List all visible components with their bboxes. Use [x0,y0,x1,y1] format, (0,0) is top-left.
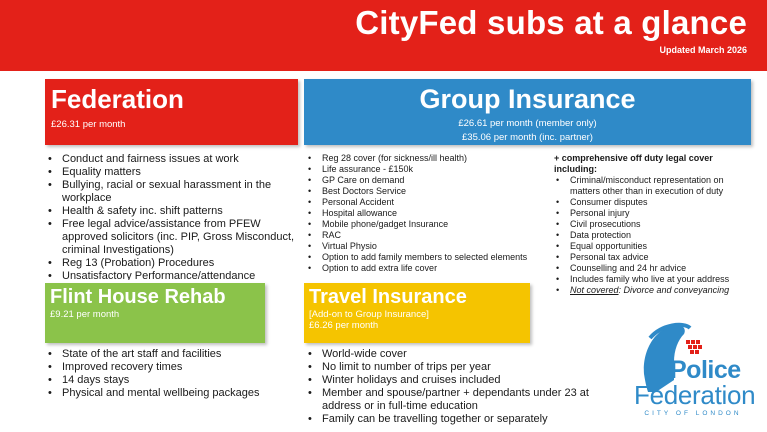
legal-cover-heading: + comprehensive off duty legal cover including: [554,153,713,174]
list-item: • Option to add family members to selected elements [306,252,546,263]
list-item: • Criminal/misconduct representation on matters other than in execution of duty [554,175,754,197]
flint-house-benefits-list [46,348,296,400]
not-covered-text: : Divorce and conveyancing [618,285,730,295]
logo-federation-text: Federation [634,380,756,410]
legal-cover-list [554,175,754,296]
list-item: • Personal Accident [306,197,546,208]
list-item: • State of the art staff and facilities [46,348,296,361]
group-insurance-price-partner: £35.06 per month (inc. partner) [462,132,593,143]
list-item: • Bullying, racial or sexual harassment in the workplace [46,179,308,205]
list-item: • Winter holidays and cruises included [306,374,606,387]
list-item: • 14 days stays [46,374,296,387]
list-item: • RAC [306,230,546,241]
list-item: • Family can be travelling together or separately [306,413,606,426]
group-insurance-benefits-list [306,153,546,274]
list-item: • Conduct and fairness issues at work [46,153,308,166]
page-title: CityFed subs at a glance [355,4,747,41]
list-item: • GP Care on demand [306,175,546,186]
travel-insurance-price: £6.26 per month [309,320,379,331]
list-item: • Life assurance - £150k [306,164,546,175]
travel-insurance-benefits-list [306,348,606,426]
list-item: • Civil prosecutions [554,219,754,230]
federation-title: Federation [51,84,184,114]
list-item: • Reg 28 cover (for sickness/ill health) [306,153,546,164]
federation-panel [45,79,298,145]
federation-benefits-list [46,153,308,280]
list-item: • Virtual Physio [306,241,546,252]
list-item: • World-wide cover [306,348,606,361]
travel-insurance-panel [304,283,530,343]
list-item: • Personal injury [554,208,754,219]
header-banner [0,0,767,71]
not-covered-item [554,285,754,296]
list-item: • Personal tax advice [554,252,754,263]
list-item: • Consumer disputes [554,197,754,208]
updated-date: Updated March 2026 [659,45,747,55]
list-item: • Includes family who live at your address [554,274,754,285]
federation-price: £26.31 per month [51,119,126,130]
group-insurance-price-member: £26.61 per month (member only) [458,118,597,129]
list-item: • Improved recovery times [46,361,296,374]
list-item: • Physical and mental wellbeing packages [46,387,296,400]
group-insurance-title: Group Insurance [419,84,636,114]
list-item: • Reg 13 (Probation) Procedures [46,257,308,270]
list-item: • Best Doctors Service [306,186,546,197]
logo-police-text: Police [670,356,741,384]
group-insurance-panel [304,79,751,145]
list-item: • Free legal advice/assistance from PFEW approved solicitors (inc. PIP, Gross Misconduct, criminal Investigations) [46,218,308,257]
list-item: • Data protection [554,230,754,241]
travel-insurance-addon: [Add-on to Group Insurance] [309,309,429,320]
logo-city-text: CITY OF LONDON [644,410,742,417]
list-item: • Health & safety inc. shift patterns [46,205,308,218]
flint-house-title: Flint House Rehab [50,286,226,308]
list-item: • Hospital allowance [306,208,546,219]
list-item: • No limit to number of trips per year [306,361,606,374]
not-covered-label: Not covered [570,285,619,295]
flint-house-panel [45,283,265,343]
list-item: • Mobile phone/gadget Insurance [306,219,546,230]
list-item: • Option to add extra life cover [306,263,546,274]
flint-house-price: £9.21 per month [50,309,120,320]
list-item: • Equal opportunities [554,241,754,252]
list-item: • Equality matters [46,166,308,179]
police-federation-logo [628,318,758,428]
list-item: • Unsatisfactory Performance/attendance [46,270,308,280]
list-item: • Member and spouse/partner + dependants under 23 at address or in full-time education [306,387,606,413]
travel-insurance-pricing [309,309,429,331]
list-item: • Counselling and 24 hr advice [554,263,754,274]
travel-insurance-title: Travel Insurance [309,286,467,308]
